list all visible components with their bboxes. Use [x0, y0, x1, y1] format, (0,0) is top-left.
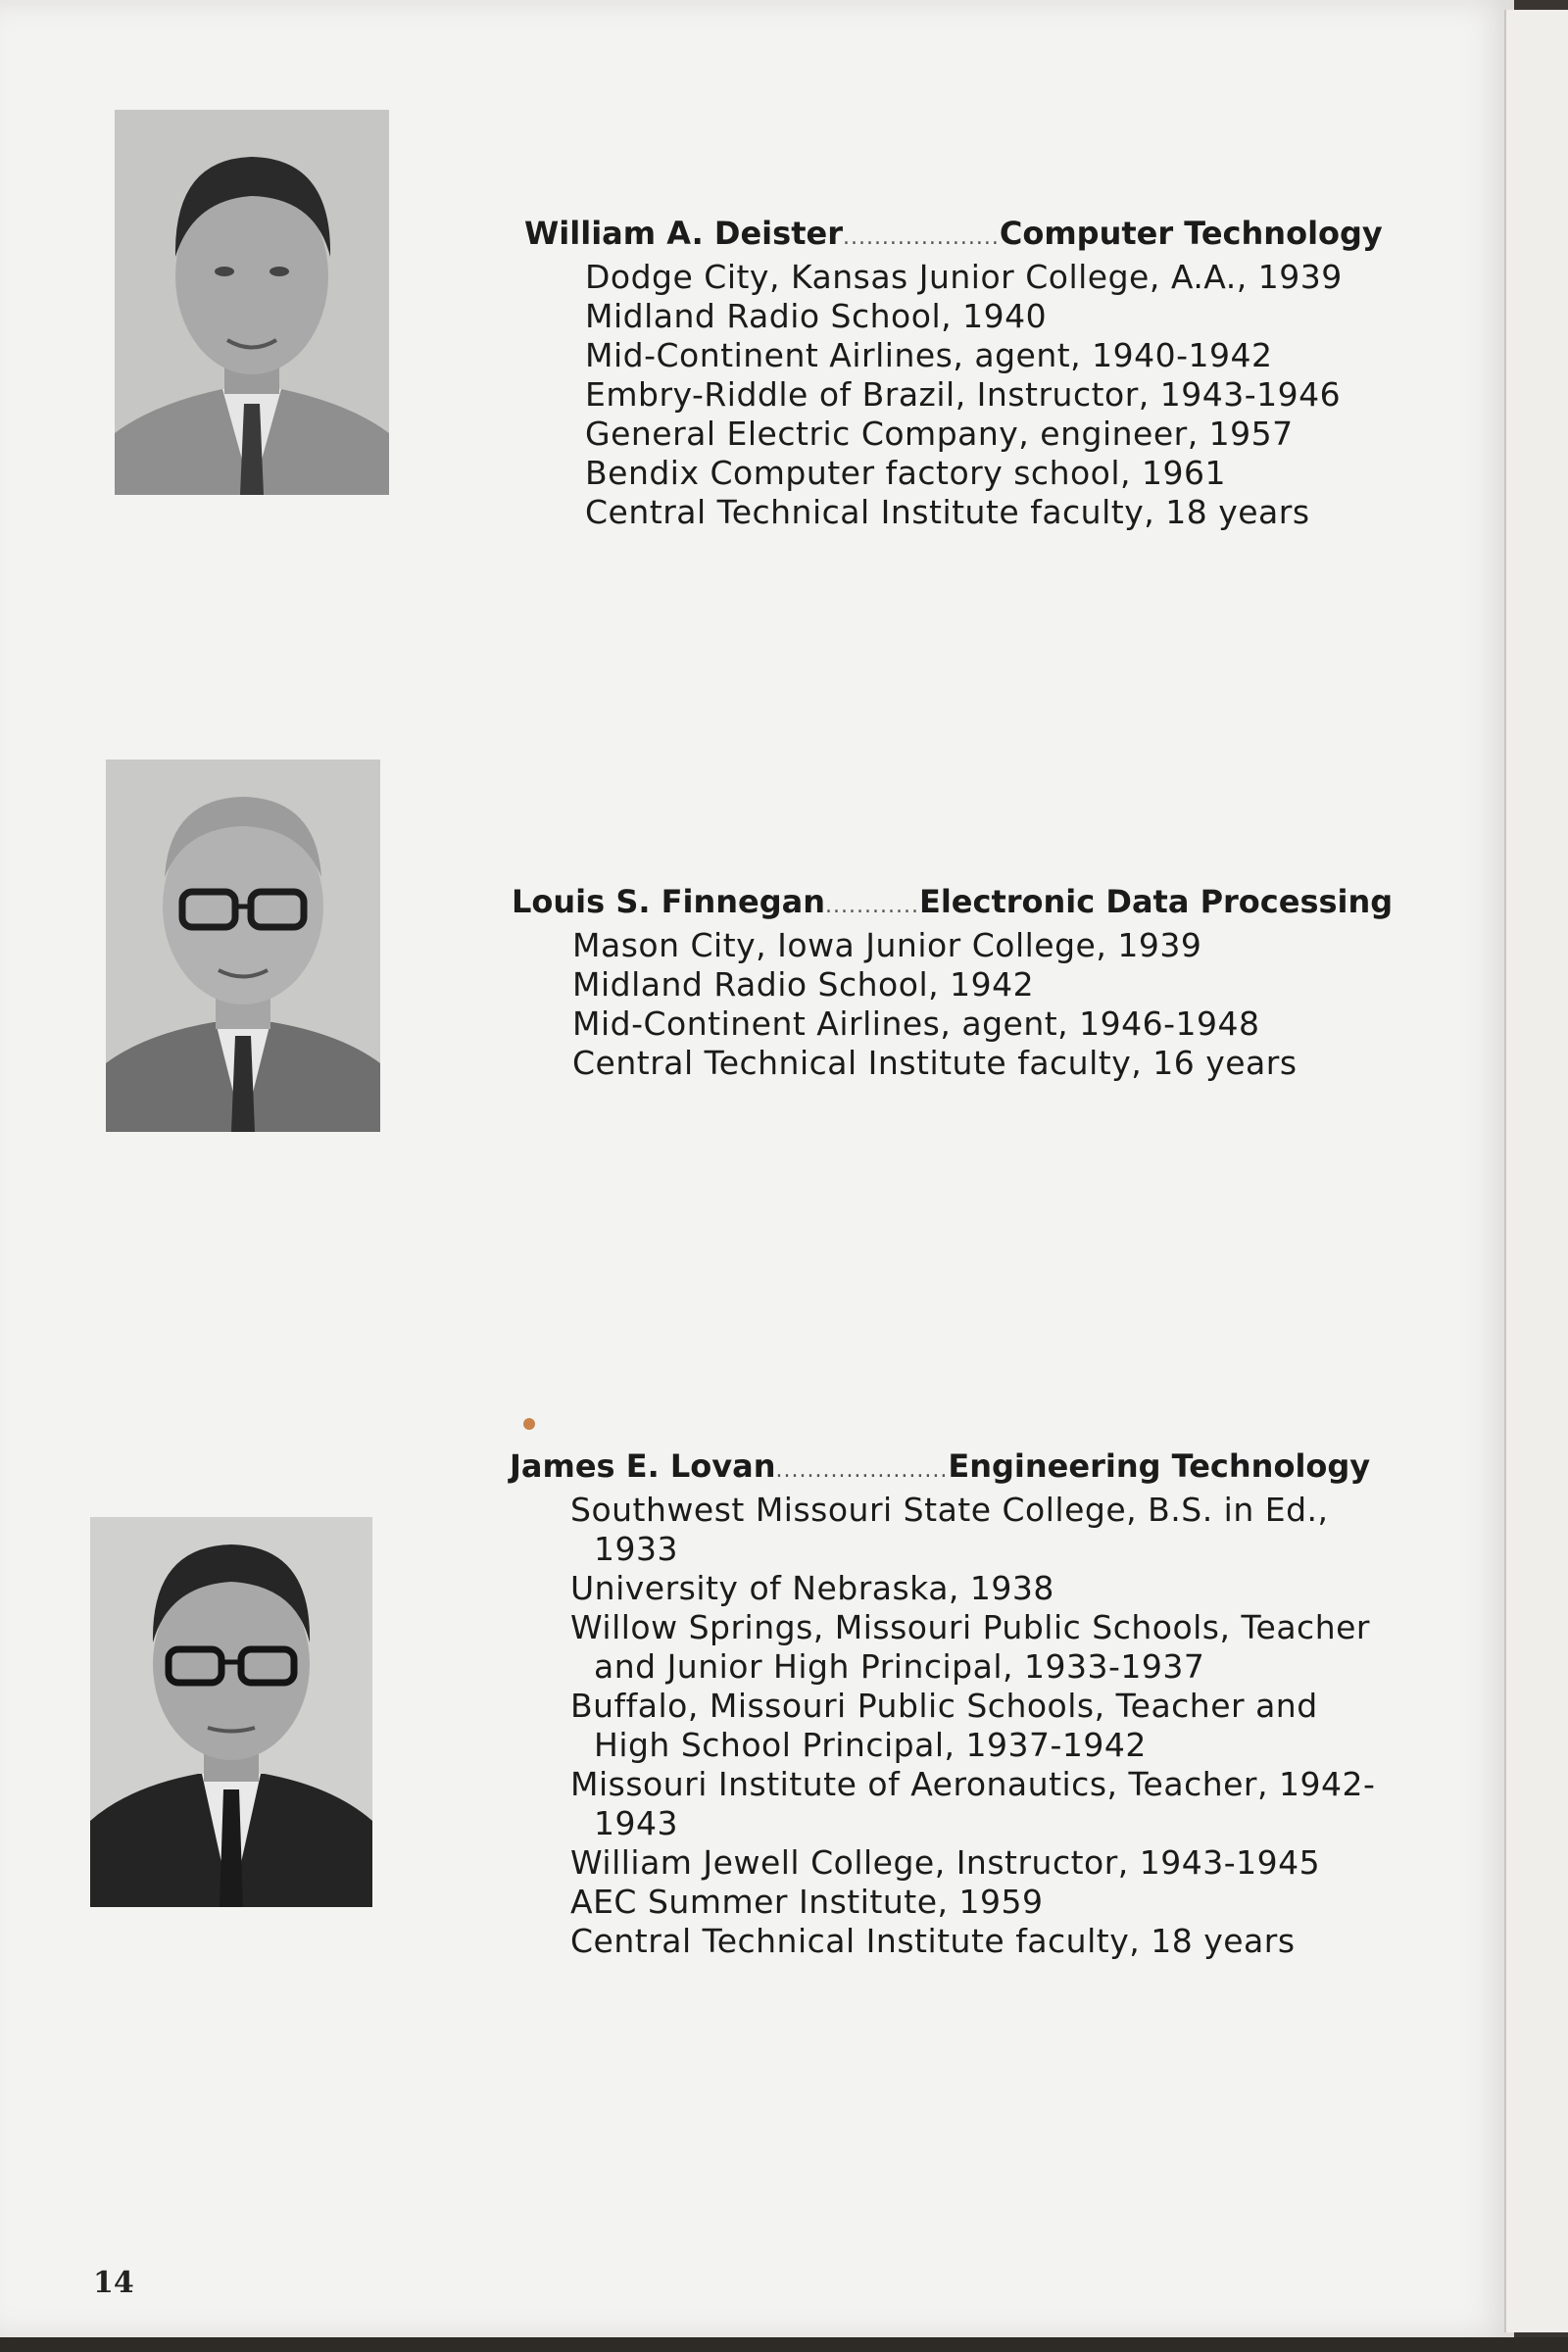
leader-dots: ...................... — [775, 1458, 949, 1483]
credential-line: Mid-Continent Airlines, agent, 1946-1948 — [572, 1004, 1260, 1043]
credential-line: Midland Radio School, 1942 — [572, 965, 1035, 1004]
background-surface — [0, 2337, 1568, 2352]
faculty-department: Engineering Technology — [948, 1447, 1371, 1485]
faculty-heading — [512, 882, 1394, 926]
portrait-deister-image — [115, 110, 389, 495]
credential-line: Central Technical Institute faculty, 18 years — [570, 1922, 1296, 1960]
credential-line: Central Technical Institute faculty, 18 years — [585, 493, 1310, 531]
faculty-department: Electronic Data Processing — [918, 883, 1394, 920]
faculty-entry-finnegan — [512, 882, 1394, 1083]
credential-line: Buffalo, Missouri Public Schools, Teacher and High School Principal, 1937-1942 — [570, 1687, 1318, 1764]
credential-line: Willow Springs, Missouri Public Schools, Teacher and Junior High Principal, 1933-1937 — [570, 1608, 1370, 1686]
leader-dots: .................... — [842, 225, 1000, 250]
credential-line: Bendix Computer factory school, 1961 — [585, 454, 1226, 492]
credential-line: Missouri Institute of Aeronautics, Teacher, 1942-1943 — [570, 1765, 1376, 1842]
credential-line: Mid-Continent Airlines, agent, 1940-1942 — [585, 336, 1273, 374]
faculty-name: James E. Lovan — [510, 1447, 776, 1485]
credential-line: University of Nebraska, 1938 — [570, 1569, 1054, 1607]
next-page-edge — [1504, 10, 1568, 2332]
paper-stain — [523, 1418, 535, 1430]
faculty-heading — [524, 214, 1387, 258]
credential-line: Dodge City, Kansas Junior College, A.A., 1939 — [585, 258, 1343, 296]
faculty-entry-deister — [524, 214, 1387, 532]
portrait-photo-lovan — [90, 1517, 372, 1907]
faculty-entry-lovan — [510, 1446, 1392, 1961]
faculty-department: Computer Technology — [999, 215, 1383, 252]
credential-line: Midland Radio School, 1940 — [585, 297, 1048, 335]
portrait-photo-deister — [115, 110, 389, 495]
portrait-photo-finnegan — [106, 760, 380, 1132]
portrait-finnegan-image — [106, 760, 380, 1132]
leader-dots: ............ — [825, 894, 919, 918]
faculty-name: William A. Deister — [524, 215, 843, 252]
credential-line: Embry-Riddle of Brazil, Instructor, 1943-1946 — [585, 375, 1342, 414]
credential-line: Mason City, Iowa Junior College, 1939 — [572, 926, 1202, 964]
credential-line: AEC Summer Institute, 1959 — [570, 1883, 1044, 1921]
credential-line: Southwest Missouri State College, B.S. in Ed., 1933 — [570, 1491, 1329, 1568]
credential-line: William Jewell College, Instructor, 1943-1945 — [570, 1843, 1321, 1882]
faculty-name: Louis S. Finnegan — [512, 883, 826, 920]
faculty-heading — [510, 1446, 1392, 1491]
portrait-lovan-image — [90, 1517, 372, 1907]
page-number: 14 — [93, 2266, 134, 2300]
credential-line: Central Technical Institute faculty, 16 years — [572, 1044, 1298, 1082]
credential-line: General Electric Company, engineer, 1957 — [585, 415, 1294, 453]
